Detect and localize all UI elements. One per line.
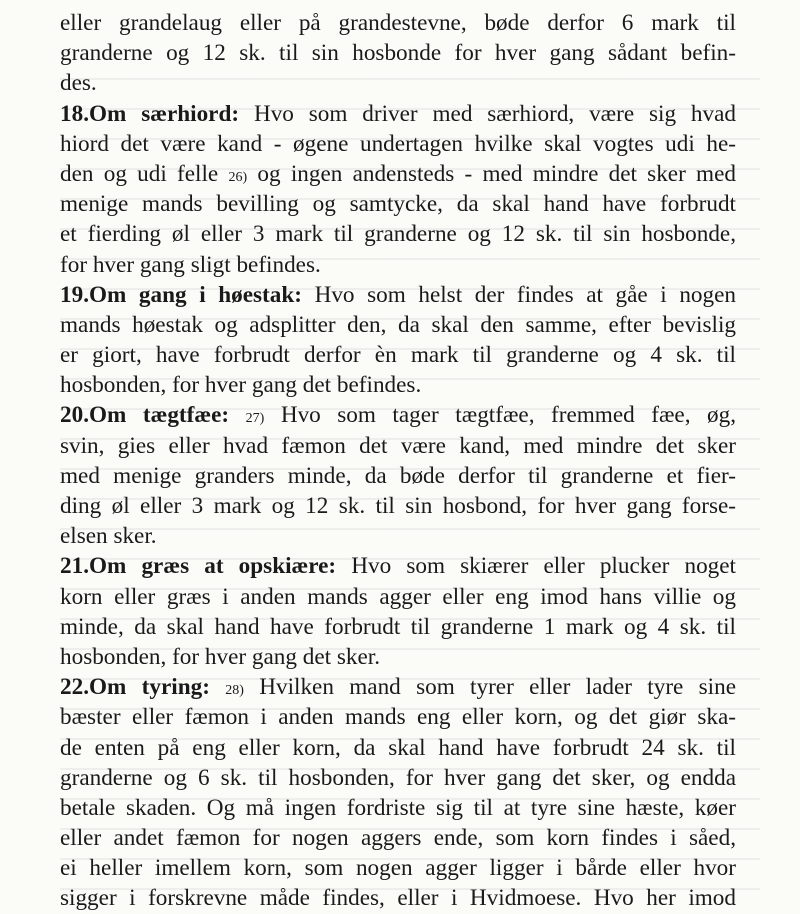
text-run: ei heller imellem korn, som nogen agger ligger i bårde eller hvor [60, 855, 736, 882]
text-run: eller grandelaug eller på grandestevne, bøde derfor 6 mark til [60, 10, 736, 36]
text-run: granderne og 6 sk. til hosbonden, for hver gang det sker, og endda [60, 764, 736, 791]
text-run: Hvo som helst der findes at gåe i nogen [301, 281, 736, 308]
body-text [60, 8, 736, 914]
text-line [60, 582, 736, 612]
text-line [60, 159, 736, 189]
text-run: mands høestak og adsplitter den, da skal den samme, efter bevislig [60, 311, 736, 338]
text-line [60, 521, 736, 551]
text-run: ding øl eller 3 mark og 12 sk. til sin hosbond, for hver gang forse- [60, 493, 736, 519]
text-line [60, 400, 736, 430]
footnote-reference: 28) [225, 683, 244, 699]
text-line [60, 68, 736, 98]
text-run: hosbonden, for hver gang det sker. [60, 643, 381, 670]
text-run: med menige granders minde, da bøde derfor til granderne et fier- [60, 462, 736, 489]
text-run: for hver gang sligt befindes. [60, 251, 321, 278]
section-heading: 18.Om særhiord: [60, 100, 240, 127]
text-line [60, 38, 736, 68]
text-run [210, 674, 225, 700]
text-line [60, 431, 736, 461]
text-run: des. [60, 70, 97, 97]
text-line [60, 370, 736, 400]
text-line [60, 793, 736, 823]
text-run: Hvo som tager tægtfæe, fremmed fæe, øg, [264, 402, 736, 429]
text-line [60, 310, 736, 340]
text-line [60, 8, 736, 38]
text-line [60, 733, 736, 763]
footnote-reference: 27) [245, 411, 265, 427]
text-line [60, 763, 736, 793]
text-line [60, 340, 736, 370]
text-run: bæster eller fæmon i anden mands eng eller korn, og det giør ska- [60, 704, 736, 731]
text-line [60, 612, 736, 642]
text-line [60, 823, 736, 853]
text-run: et fierding øl eller 3 mark til granderne og 12 sk. til sin hosbonde, [60, 221, 736, 248]
text-line [60, 702, 736, 732]
text-run: minde, da skal hand have forbrudt til granderne 1 mark og 4 sk. til [60, 613, 736, 640]
text-line [60, 189, 736, 219]
footnote-reference: 26) [228, 169, 248, 185]
text-line [60, 551, 736, 581]
text-run: svin, gies eller hvad fæmon det være kand, med mindre det sker [60, 432, 736, 459]
text-run: betale skaden. Og må ingen fordriste sig til at tyre sine hæste, køer [60, 794, 736, 821]
section-heading: 21.Om græs at opskiære: [60, 553, 337, 580]
section-heading: 19.Om gang i høestak: [60, 281, 302, 308]
text-line [60, 461, 736, 491]
text-run: er giort, have forbrudt derfor èn mark til granderne og 4 sk. til [60, 342, 736, 369]
section-heading: 20.Om tægtfæe: [60, 402, 230, 429]
text-line [60, 280, 736, 310]
text-line [60, 672, 736, 702]
text-line [60, 642, 736, 672]
text-run: hiord det være kand - øgene undertagen hvilke skal vogtes udi he- [60, 130, 736, 157]
text-line [60, 129, 736, 159]
text-run: Hvo som skiærer eller plucker noget [336, 553, 736, 580]
text-line [60, 219, 736, 249]
text-run: de enten på eng eller korn, da skal hand have forbrudt 24 sk. til [60, 734, 736, 761]
text-run: den og udi felle [60, 160, 229, 187]
text-run: menige mands bevilling og samtycke, da skal hand have forbrudt [60, 191, 736, 218]
text-run: elsen sker. [60, 523, 157, 550]
text-run: granderne og 12 sk. til sin hosbonde for hver gang sådant befin- [60, 40, 736, 67]
text-line [60, 883, 736, 913]
text-line [60, 491, 736, 521]
text-run: sigger i forskrevne måde findes, eller i Hvidmoese. Hvo her imod [60, 885, 736, 912]
text-run: korn eller græs i anden mands agger eller eng imod hans villie og [60, 583, 736, 610]
text-line [60, 99, 736, 129]
text-run: hosbonden, for hver gang det befindes. [60, 372, 422, 399]
text-line [60, 853, 736, 883]
text-run: Hvo som driver med særhiord, være sig hvad [239, 100, 737, 127]
text-run: og ingen andensteds - med mindre det sker med [247, 160, 736, 187]
text-run: eller andet fæmon for nogen aggers ende, som korn findes i såed, [60, 825, 736, 852]
text-line [60, 250, 736, 280]
text-run [229, 402, 246, 428]
section-heading: 22.Om tyring: [60, 674, 210, 701]
text-run: Hvilken mand som tyrer eller lader tyre sine [243, 674, 737, 701]
